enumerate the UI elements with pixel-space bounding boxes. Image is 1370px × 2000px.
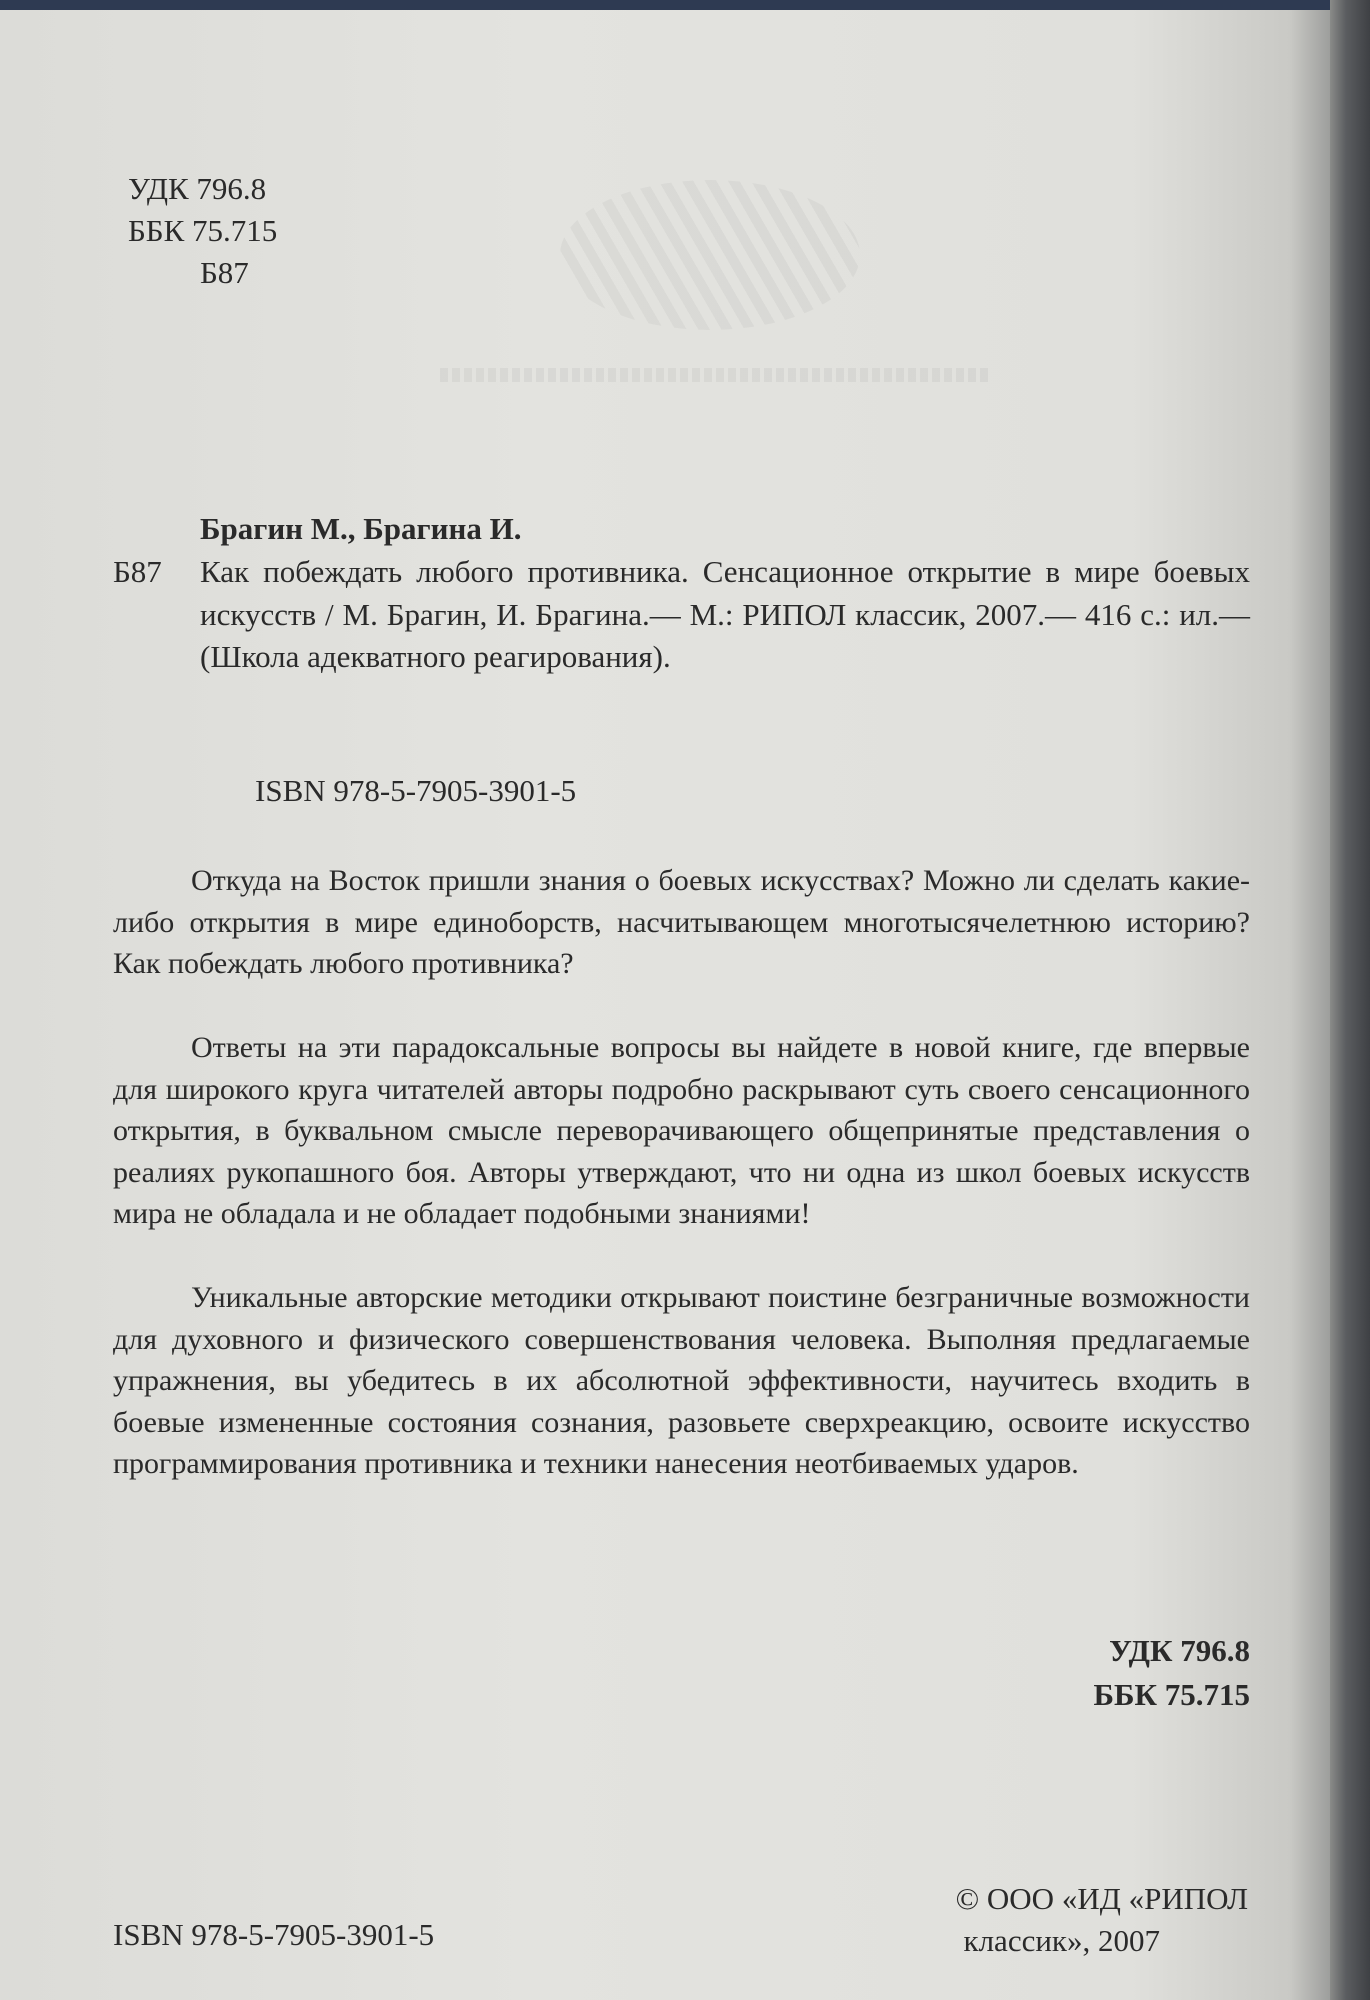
bibliographic-description: Как побеждать любого противника. Сенсационное открытие в мире боевых искусств / М. Брагин, И. Брагина.— М.: РИПОЛ классик, 2007.— 416 с.: ил.— (Школа адекватного реагирования). xyxy=(200,554,1250,674)
udk-code-top: УДК 796.8 xyxy=(128,171,267,206)
bbk-code-bottom: ББК 75.715 xyxy=(1093,1677,1250,1712)
author-mark-top: Б87 xyxy=(200,255,249,290)
authors-heading: Брагин М., Брагина И. xyxy=(200,511,522,546)
annotation-paragraph-3: Уникальные авторские методики открывают поистине безграничные возможности для духовного и физического совершенствования человека. Выполняя предлагаемые упражнения, вы убедитесь в их абсолютной эффективности, научитесь входить в боевые измененные состояния сознания, разовьете сверхреакцию, освоите искусство программирования противника и техники нанесения неотбиваемых ударов. xyxy=(113,1281,1250,1480)
annotation-paragraph-1: Откуда на Восток пришли знания о боевых искусствах? Можно ли сделать какие-либо открытия в мире единоборств, насчитывающем многотысячелетнюю историю? Как побеждать любого противника? xyxy=(113,864,1250,980)
annotation-paragraph-2: Ответы на эти парадоксальные вопросы вы найдете в новой книге, где впервые для широкого круга читателей авторы подробно раскрывают суть своего сенсационного открытия, в буквальном смысле переворачивающего общепринятые представления о реалиях рукопашного боя. Авторы утверждают, что ни одна из школ боевых искусств мира не обладала и не обладает подобными знаниями! xyxy=(113,1031,1250,1230)
bleed-through-bar xyxy=(440,368,990,382)
isbn-footer: ISBN 978-5-7905-3901-5 xyxy=(113,1917,435,1952)
udk-code-bottom: УДК 796.8 xyxy=(1109,1633,1250,1668)
book-cover-top-edge xyxy=(0,0,1370,10)
bbk-code-top: ББК 75.715 xyxy=(128,213,278,248)
book-spine-shadow xyxy=(1330,0,1370,2000)
author-mark: Б87 xyxy=(113,554,162,589)
bleed-through-logo xyxy=(560,180,860,330)
isbn-record: ISBN 978-5-7905-3901-5 xyxy=(255,773,577,808)
copyright-line-1: © ООО «ИД «РИПОЛ xyxy=(955,1881,1248,1916)
copyright-line-2: классик», 2007 xyxy=(963,1923,1160,1958)
